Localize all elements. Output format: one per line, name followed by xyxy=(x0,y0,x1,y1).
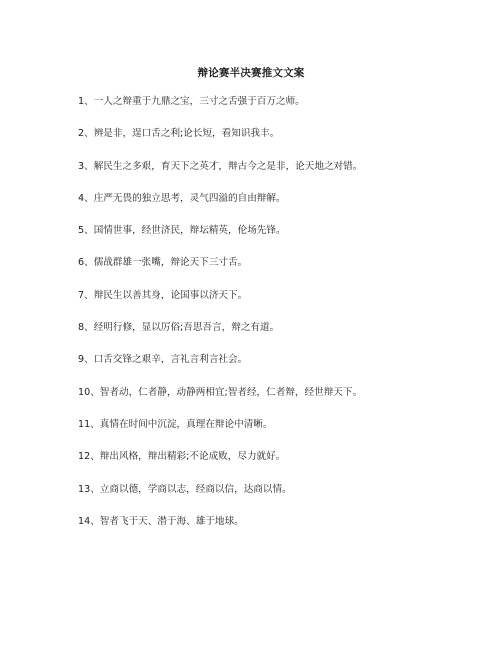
document-title: 辩论赛半决赛推文文案 xyxy=(197,67,305,79)
list-item: 3、解民生之多艰，育天下之英才，辩古今之是非，论天地之对错。 xyxy=(78,160,363,172)
list-item: 14、智者飞于天、潜于海、雄于地球。 xyxy=(78,515,244,527)
list-item: 7、辩民生以善其身，论国事以济天下。 xyxy=(78,289,248,301)
list-item: 13、立商以德，学商以志，经商以信，达商以情。 xyxy=(78,483,292,495)
list-item: 1、一人之辩重于九鼎之宝，三寸之舌强于百万之师。 xyxy=(78,96,305,107)
list-item: 5、国情世事，经世济民，辩坛精英，伦场先锋。 xyxy=(78,225,286,237)
list-item: 10、智者动，仁者静，动静两相宜;智者经，仁者辩，经世辩天下。 xyxy=(78,386,363,398)
list-item: 8、经明行修，显以厉俗;吾思吾言，辩之有道。 xyxy=(78,322,280,334)
list-item: 11、真情在时间中沉淀，真理在辩论中清晰。 xyxy=(78,418,273,430)
list-item: 6、儒战群雄一张嘴，辩论天下三寸舌。 xyxy=(78,257,248,269)
list-item: 2、辨是非，逞口舌之利;论长短，看知识我丰。 xyxy=(78,128,280,140)
list-item: 12、辩出风格，辩出精彩;不论成败，尽力就好。 xyxy=(78,451,286,463)
slogan-list xyxy=(78,96,478,548)
list-item: 9、口舌交锋之艰辛，言礼言利言社会。 xyxy=(78,354,248,366)
list-item: 4、庄严无畏的独立思考，灵气四溢的自由辩解。 xyxy=(78,192,286,204)
